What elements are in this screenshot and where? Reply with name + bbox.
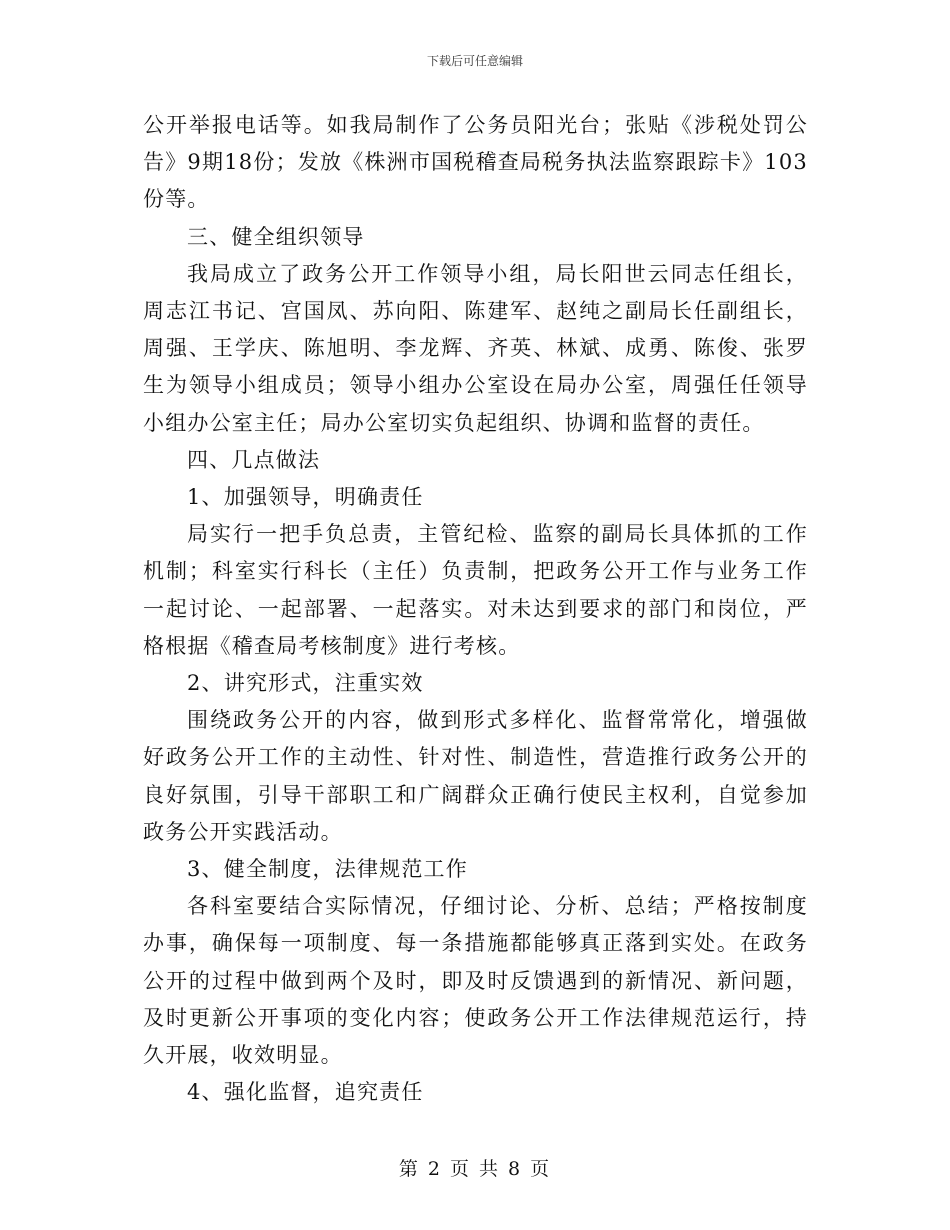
paragraph-continuation: 公开举报电话等。如我局制作了公务员阳光台；张贴《涉税处罚公告》9期18份；发放《株洲市国税稽查局税务执法监察跟踪卡》103份等。 [143, 113, 808, 212]
document-body [143, 107, 808, 1111]
page-header: 下载后可任意编辑 [426, 54, 523, 68]
section-heading-4: 四、几点做法 [187, 447, 321, 472]
paragraph-institution: 各科室要结合实际情况，仔细讨论、分析、总结；严格按制度办事，确保每一项制度、每一条措施都能够真正落到实处。在政务公开的过程中做到两个及时，即及时反馈遇到的新情况、新问题，及时更新公开事项的变化内容；使政务公开工作法律规范运行，持久开展，收效明显。 [143, 894, 808, 1068]
subheading-1: 1、加强领导，明确责任 [187, 485, 424, 510]
paragraph-responsibility: 局实行一把手负总责，主管纪检、监察的副局长具体抓的工作机制；科室实行科长（主任）负责制，把政务公开工作与业务工作一起讨论、一起部署、一起落实。对未达到要求的部门和岗位，严格根据《稽查局考核制度》进行考核。 [143, 522, 808, 658]
subheading-3: 3、健全制度，法律规范工作 [187, 857, 468, 882]
subheading-4: 4、强化监督，追究责任 [187, 1080, 424, 1105]
paragraph-form-effect: 围绕政务公开的内容，做到形式多样化、监督常常化，增强做好政务公开工作的主动性、针对性、制造性，营造推行政务公开的良好氛围，引导干部职工和广阔群众正确行使民主权利，自觉参加政务公开实践活动。 [143, 708, 808, 844]
page-number: 第 2 页 共 8 页 [398, 1158, 552, 1180]
paragraph-leadership-group: 我局成立了政务公开工作领导小组，局长阳世云同志任组长，周志江书记、宫国凤、苏向阳、陈建军、赵纯之副局长任副组长，周强、王学庆、陈旭明、李龙辉、齐英、林斌、成勇、陈俊、张罗生为领导小组成员；领导小组办公室设在局办公室，周强任任领导小组办公室主任；局办公室切实负起组织、协调和监督的责任。 [143, 261, 808, 435]
section-heading-3: 三、健全组织领导 [187, 224, 365, 249]
subheading-2: 2、讲究形式，注重实效 [187, 671, 424, 696]
